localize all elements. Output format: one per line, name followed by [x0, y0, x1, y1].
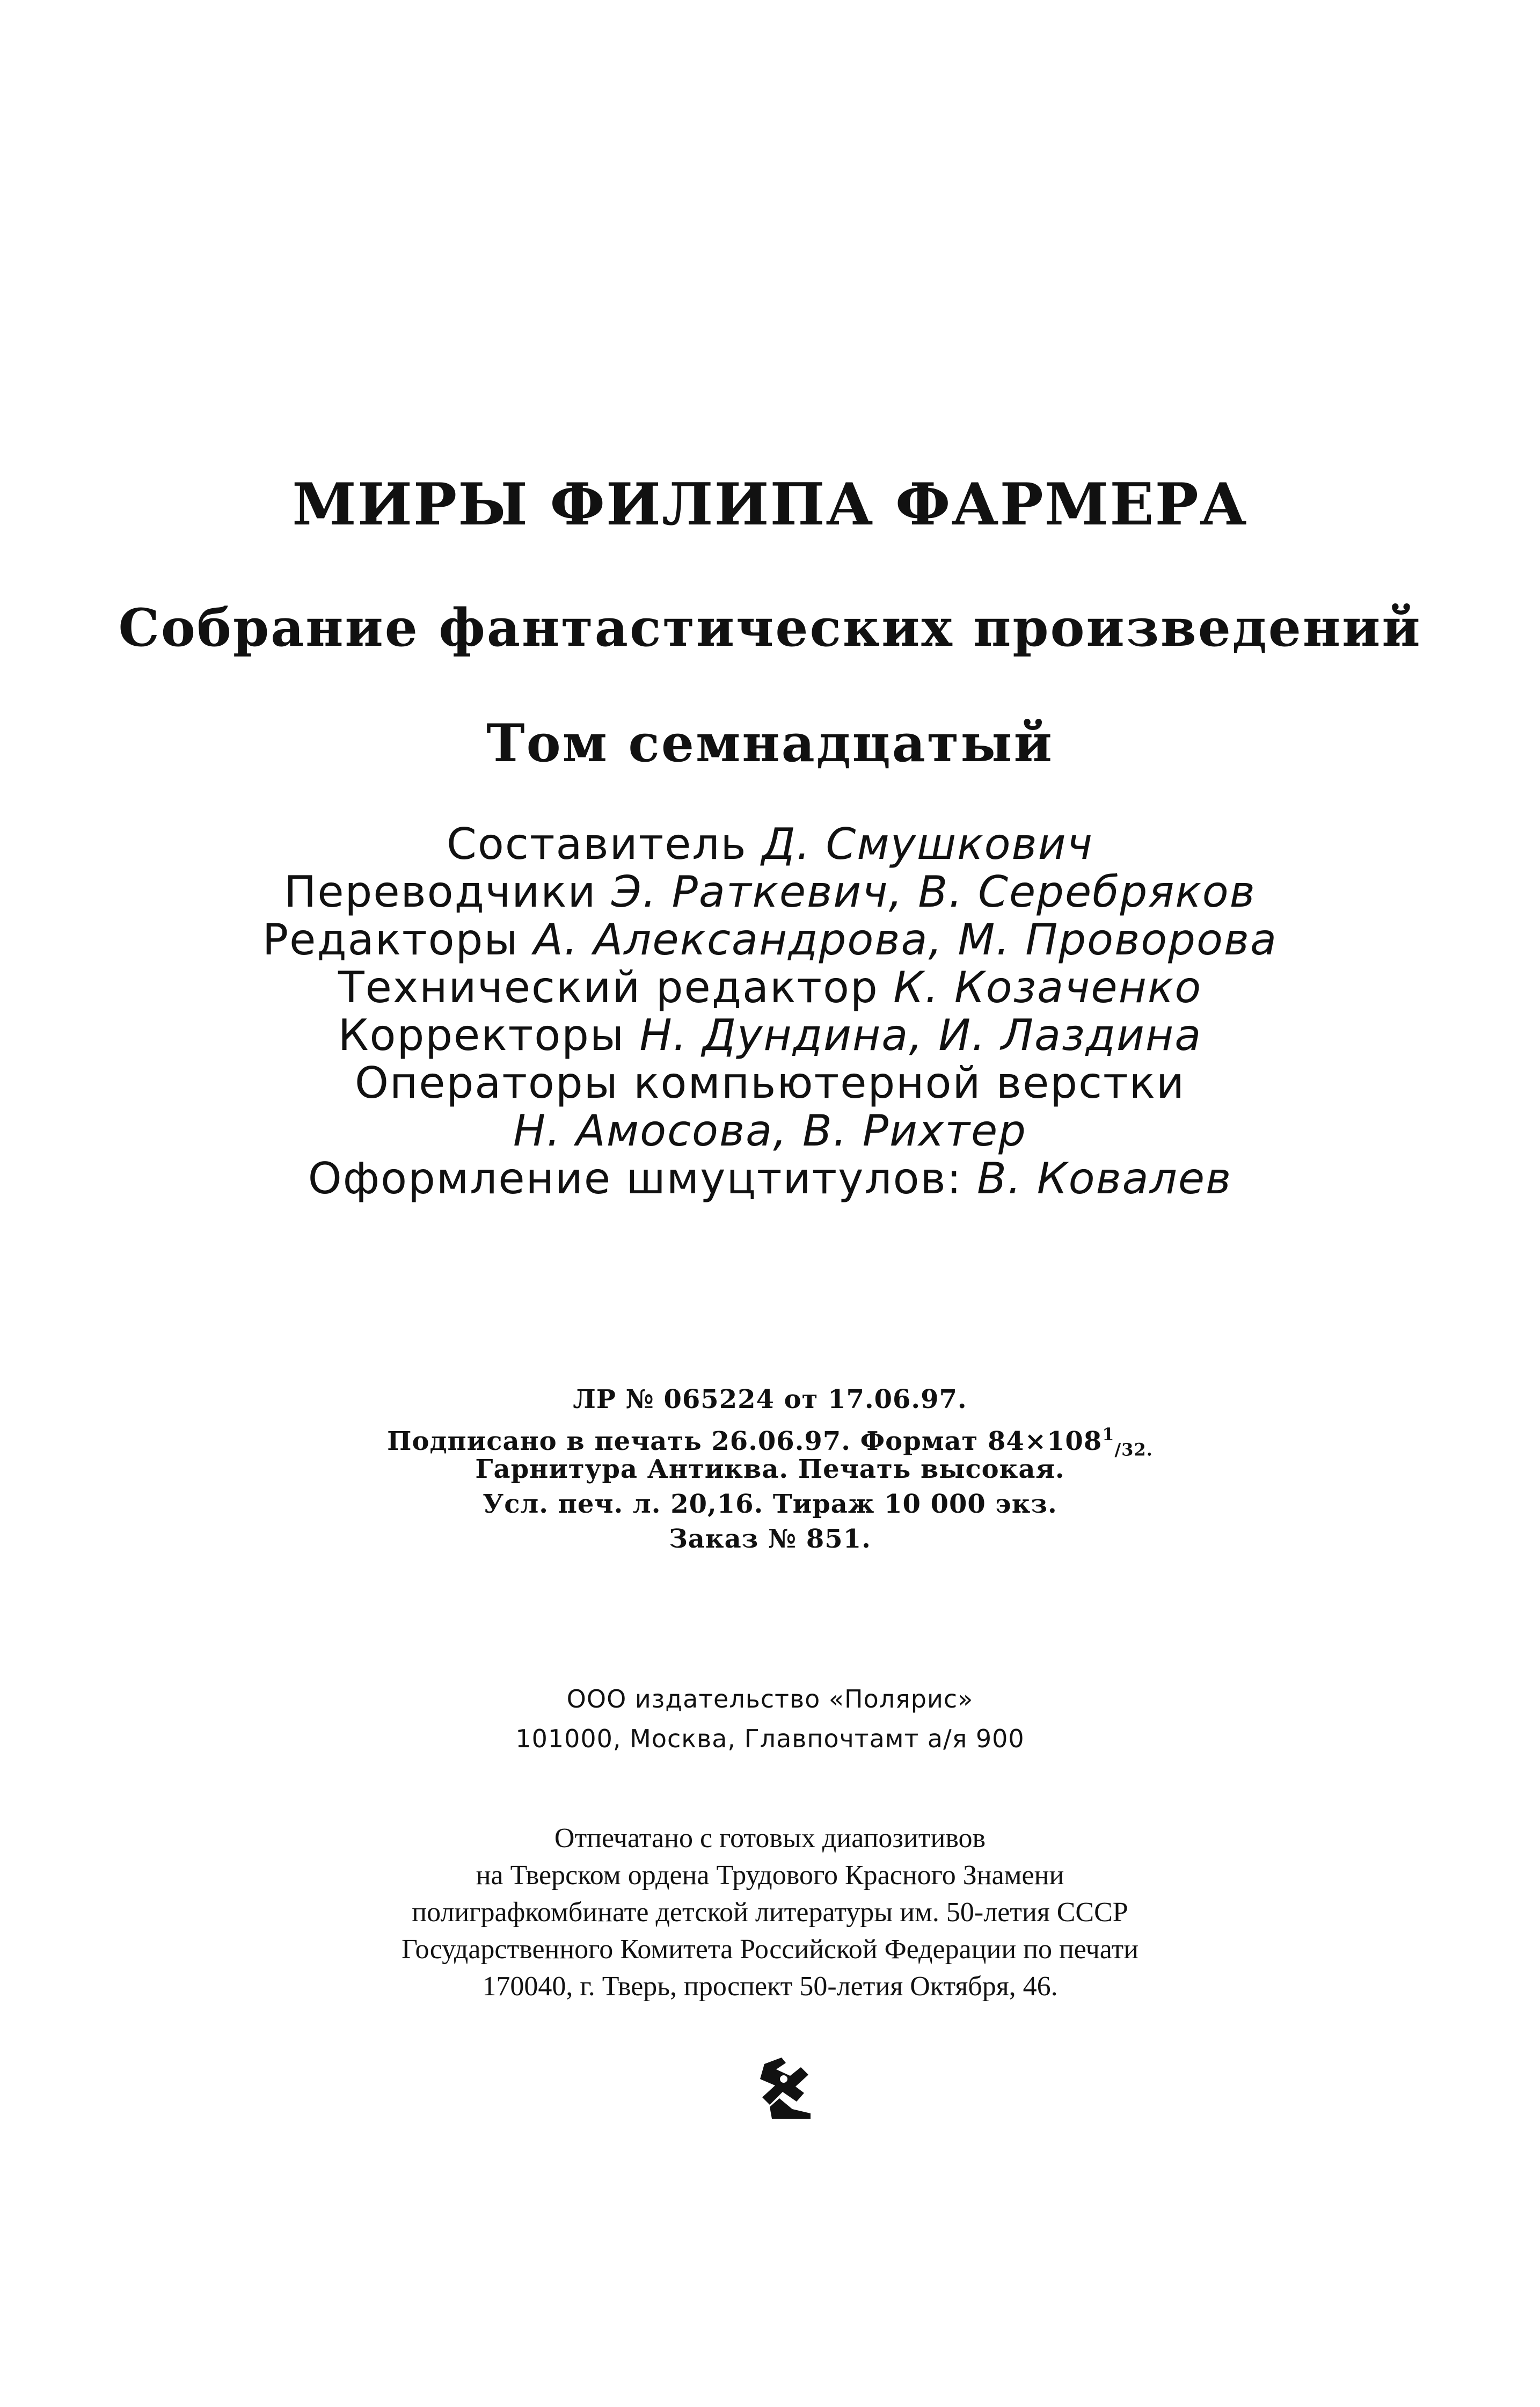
- credit-names: А. Александрова, М. Проворова: [533, 915, 1278, 965]
- print-run-line: Усл. печ. л. 20,16. Тираж 10 000 экз.: [483, 1489, 1057, 1519]
- credit-names: Э. Раткевич, В. Серебряков: [611, 867, 1256, 917]
- credit-line-technical-editor: [0, 964, 1540, 1011]
- credit-line-compiler: [0, 820, 1540, 868]
- credit-role: Технический редактор: [338, 962, 879, 1012]
- imprint-block: [0, 1382, 1540, 1557]
- credit-names: Н. Дундина, И. Лаздина: [639, 1010, 1202, 1060]
- signed-format-line: [0, 1417, 1540, 1460]
- credit-line-translators: [0, 868, 1540, 916]
- series-title: МИРЫ ФИЛИПА ФАРМЕРА: [292, 471, 1248, 538]
- publisher-name: ООО издательство «Полярис»: [566, 1684, 974, 1713]
- credit-role: Составитель: [447, 819, 747, 869]
- printer-line: Отпечатано с готовых диапозитивов: [554, 1823, 986, 1854]
- printer-line: 170040, г. Тверь, проспект 50-летия Октября, 46.: [482, 1971, 1058, 2002]
- typeface-line: Гарнитура Антиква. Печать высокая.: [475, 1454, 1065, 1484]
- credit-names: К. Козаченко: [893, 962, 1202, 1012]
- credit-line-layout-operator-names: [0, 1107, 1540, 1155]
- credit-names: В. Ковалев: [977, 1154, 1232, 1204]
- publisher-block: [0, 1679, 1540, 1759]
- publisher-address: 101000, Москва, Главпочтамт а/я 900: [515, 1724, 1025, 1753]
- credit-role: Операторы компьютерной верстки: [355, 1058, 1185, 1108]
- printer-line: на Тверском ордена Трудового Красного Знамени: [476, 1860, 1064, 1891]
- order-line: Заказ № 851.: [669, 1524, 871, 1554]
- credit-role: Переводчики: [284, 867, 597, 917]
- printer-line: полиграфкомбинате детской литературы им. 50-летия СССР: [412, 1897, 1128, 1928]
- credit-line-proofreaders: [0, 1011, 1540, 1059]
- format-subscript: /32.: [1114, 1439, 1153, 1460]
- signed-format-text: Подписано в печать 26.06.97. Формат 84×108: [387, 1426, 1103, 1456]
- printer-logo-icon: [748, 2053, 818, 2123]
- credit-line-editors: [0, 916, 1540, 964]
- license-line: ЛР № 065224 от 17.06.97.: [573, 1384, 967, 1414]
- credit-line-half-title-design: [0, 1155, 1540, 1202]
- credit-names: Н. Амосова, В. Рихтер: [513, 1106, 1027, 1156]
- credit-line-layout-operators: [0, 1059, 1540, 1107]
- credit-role: Оформление шмуцтитулов:: [308, 1154, 962, 1204]
- printer-line: Государственного Комитета Российской Федерации по печати: [401, 1934, 1139, 1965]
- credit-role: Редакторы: [262, 915, 519, 965]
- collection-title: Собрание фантастических произведений: [118, 597, 1422, 658]
- credit-names: Д. Смушкович: [762, 819, 1093, 869]
- format-superscript: 1: [1102, 1424, 1115, 1445]
- printer-block: [0, 1820, 1540, 2005]
- volume-title: Том семнадцатый: [486, 713, 1054, 774]
- credits-block: [0, 820, 1540, 1202]
- credit-role: Корректоры: [338, 1010, 625, 1060]
